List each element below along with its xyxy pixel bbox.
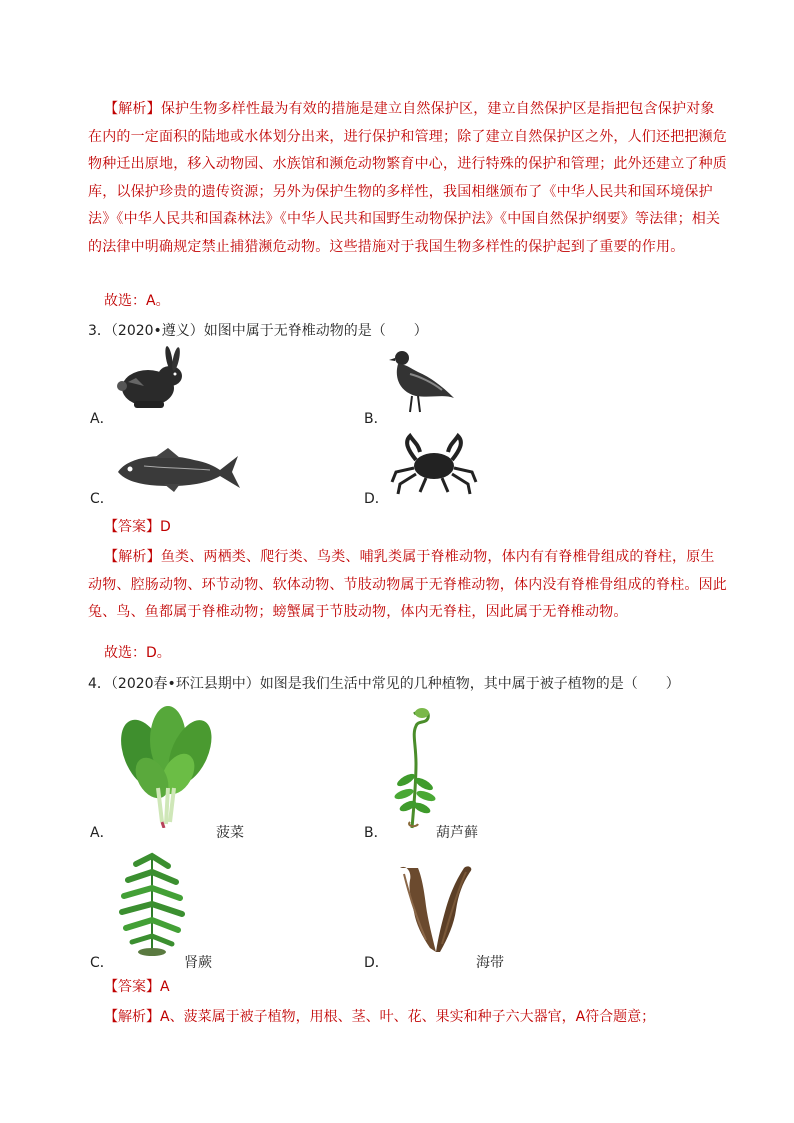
q4-stem: 4．（2020春•环江县期中）如图是我们生活中常见的几种植物，其中属于被子植物的是（ ）: [88, 676, 680, 692]
analysis-text: A、菠菜属于被子植物，用根、茎、叶、花、果实和种子六大器官，A符合题意；: [160, 1009, 656, 1025]
q3-option-d-label: D．: [364, 491, 389, 507]
q4-caption-b: 葫芦藓: [436, 825, 478, 841]
q3-answer: [104, 516, 171, 536]
analysis-text: 保护生物多样性最为有效的措施是建立自然保护区，建立自然保护区是指把包含保护对象在内的一定面积的陆地或水体划分出来，进行保护和管理；除了建立自然保护区之外，人们还把把濒危物种迁出原地，移入动物园、水族馆和濒危动物繁育中心，进行特殊的保护和管理；此外还建立了种质库，以保护珍贵的遗传资源；另外为保护生物的多样性，我国相继颁布了《中华人民共和国环境保护法》《中华人民共和国森林法》《中华人民共和国野生动物保护法》《中国自然保护纲要》等法律；相关的法律中明确规定禁止捕猎濒危动物。这些措施对于我国生物多样性的保护起到了重要的作用。: [88, 101, 727, 255]
rabbit-image: [114, 346, 190, 412]
kelp-image: [396, 860, 476, 956]
analysis-tag: 【解析】: [104, 549, 161, 565]
fish-image: [114, 446, 242, 494]
q3-stem: 3．（2020•遵义）如图中属于无脊椎动物的是（ ）: [88, 323, 428, 339]
q4-caption-a: 菠菜: [216, 825, 244, 841]
answer-tag: 【答案】: [104, 519, 160, 535]
q4-analysis: [104, 1006, 655, 1026]
q2-analysis: [88, 96, 728, 261]
q3-analysis: [88, 544, 728, 627]
q3-option-c-label: C．: [90, 491, 114, 507]
fern-image: [116, 846, 190, 958]
q4-option-a-label: A．: [90, 825, 114, 841]
q4-option-d-label: D．: [364, 955, 389, 971]
spinach-image: [118, 704, 214, 828]
q4-caption-c: 肾蕨: [184, 955, 212, 971]
analysis-tag: 【解析】: [104, 1009, 160, 1025]
q3-choice: 故选：D。: [104, 645, 171, 661]
pigeon-image: [388, 348, 458, 416]
answer-value: A: [160, 979, 170, 995]
analysis-text: 鱼类、两栖类、爬行类、鸟类、哺乳类属于脊椎动物，体内有有脊椎骨组成的脊柱，原生动物、腔肠动物、环节动物、软体动物、节肢动物属于无脊椎动物，体内没有脊椎骨组成的脊柱。因此兔、鸟、鱼都属于脊椎动物；螃蟹属于节肢动物，体内无脊柱，因此属于无脊椎动物。: [88, 549, 727, 620]
q4-option-b-label: B．: [364, 825, 388, 841]
analysis-tag: 【解析】: [104, 101, 161, 117]
moss-image: [392, 704, 438, 832]
q2-choice: 故选：A。: [104, 293, 170, 309]
answer-value: D: [160, 519, 171, 535]
q4-option-c-label: C．: [90, 955, 114, 971]
q3-option-b-label: B．: [364, 411, 388, 427]
answer-tag: 【答案】: [104, 979, 160, 995]
q4-caption-d: 海带: [476, 955, 504, 971]
crab-image: [390, 432, 478, 498]
q3-option-a-label: A．: [90, 411, 114, 427]
q4-answer: [104, 976, 170, 996]
